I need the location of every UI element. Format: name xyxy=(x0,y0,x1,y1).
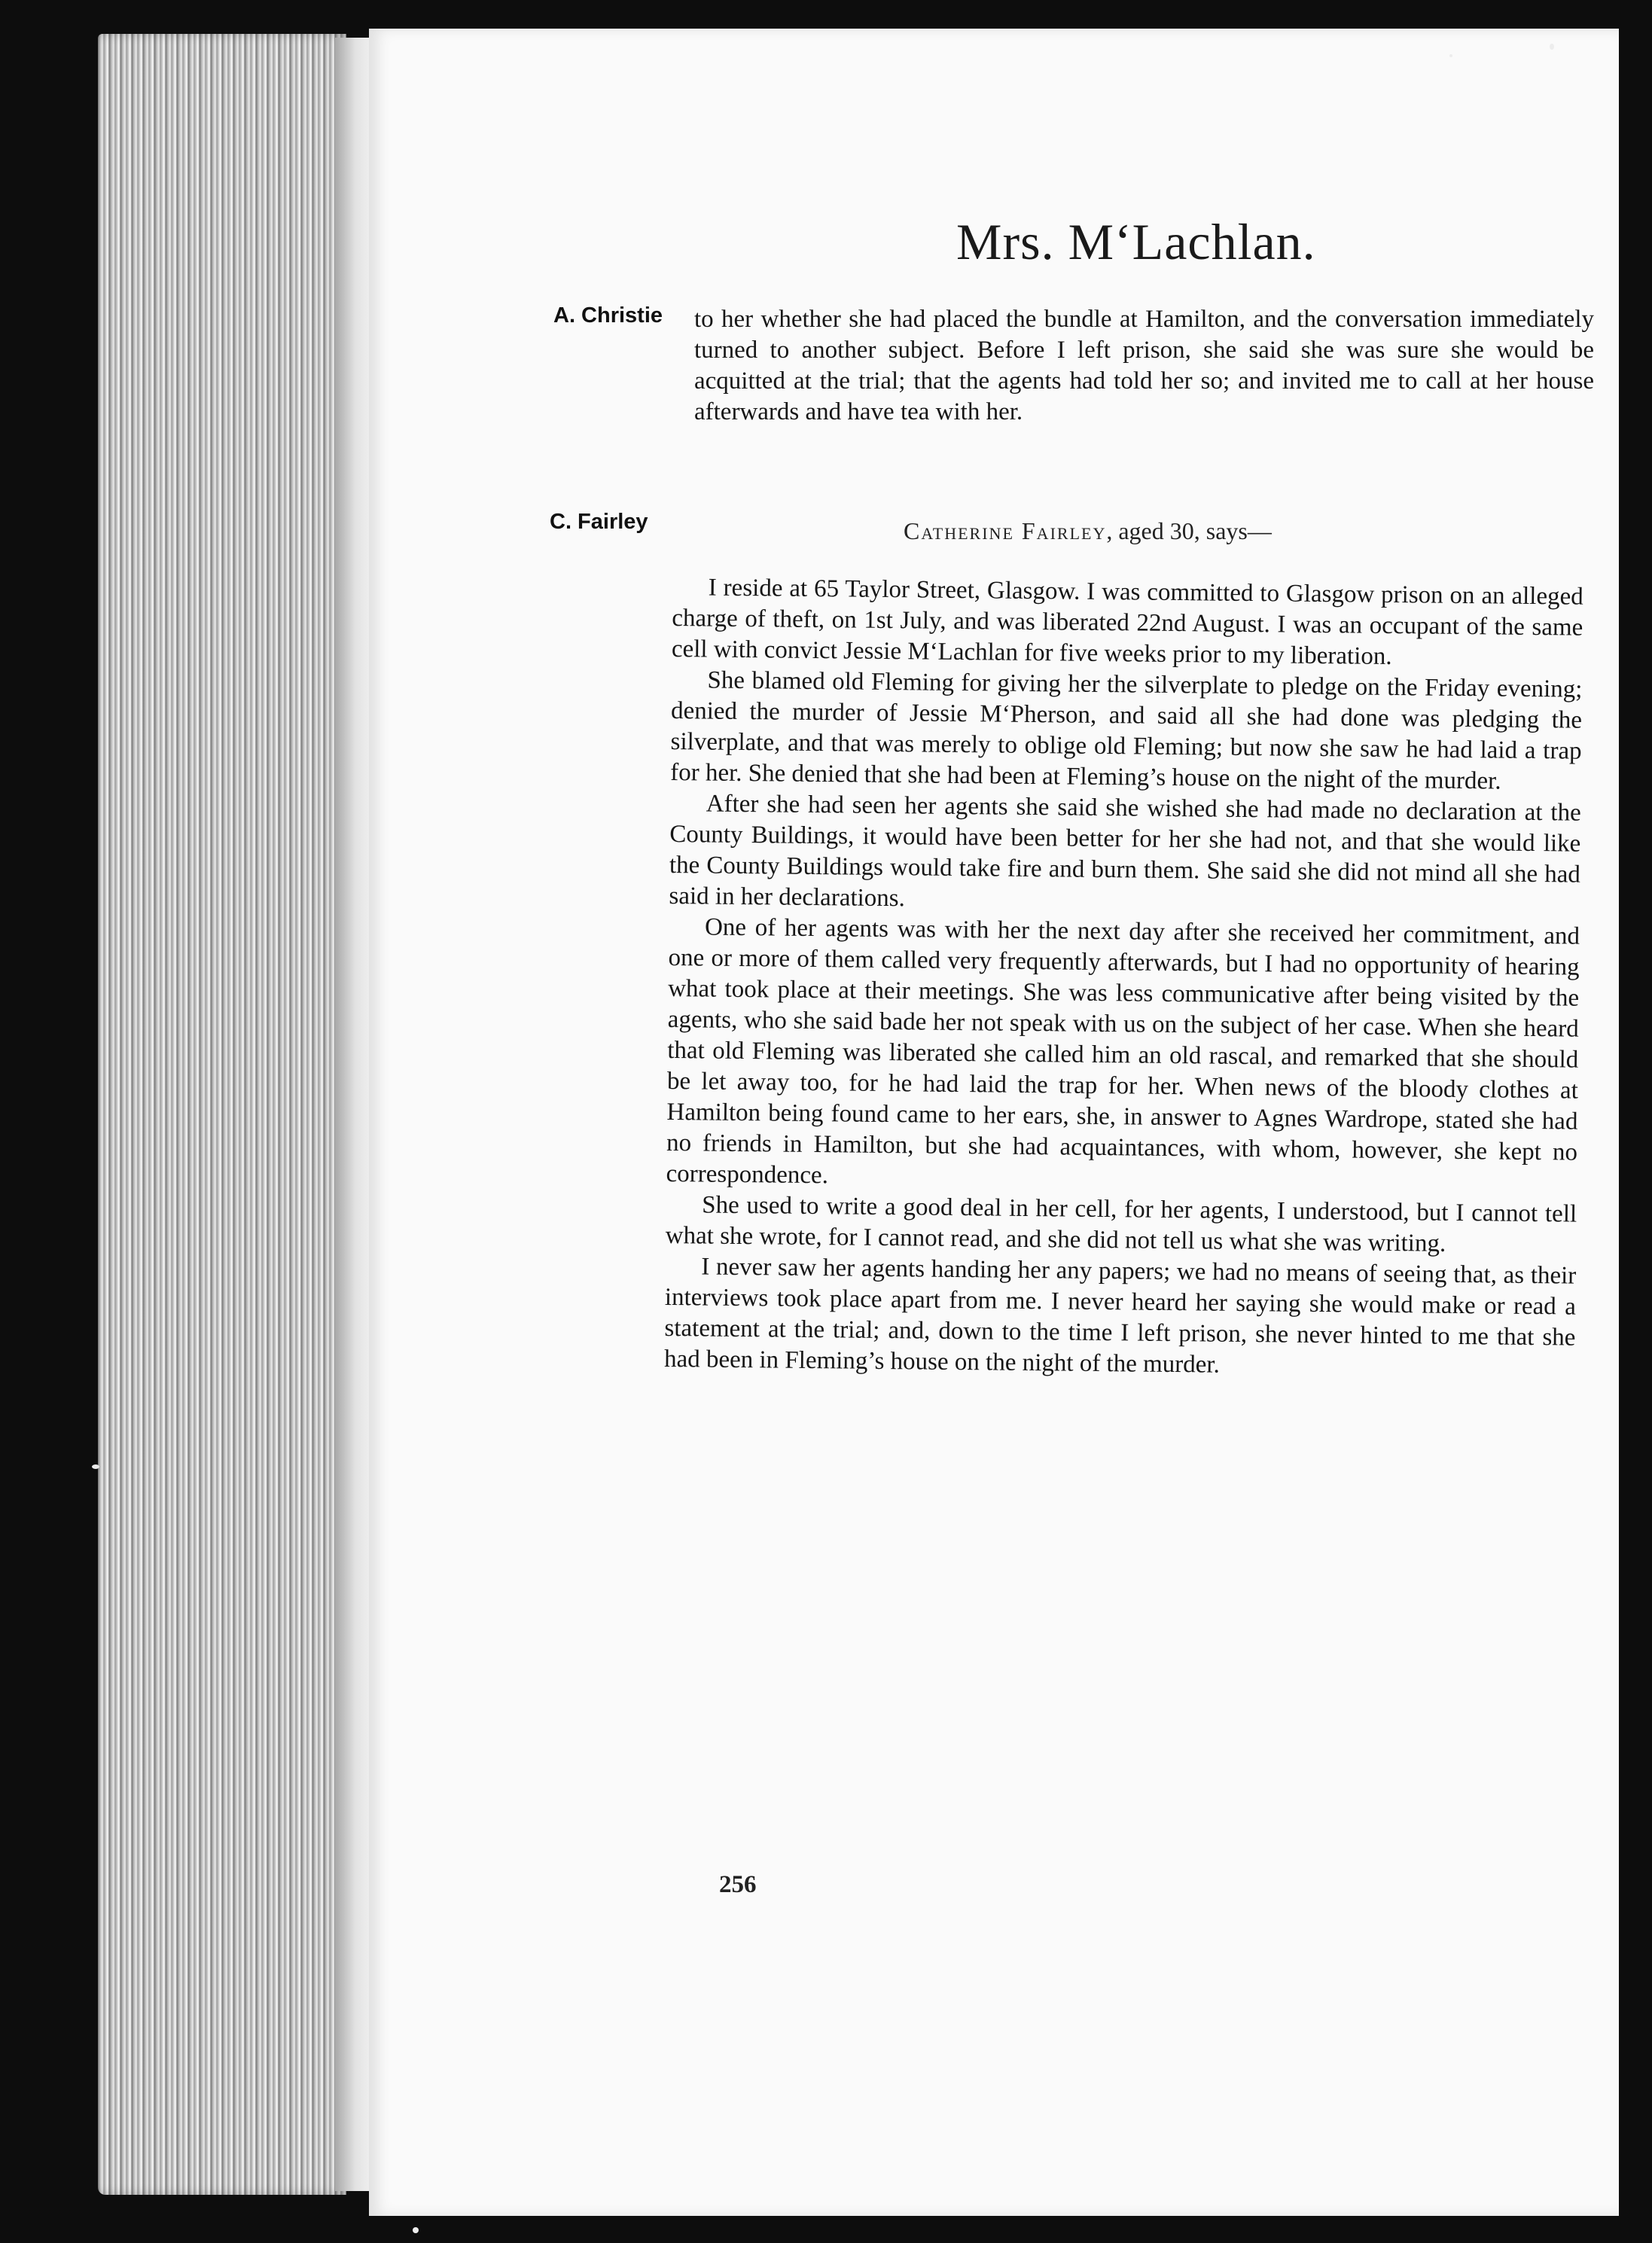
testimony-paragraph: I never saw her agents handing her any papers; we had no means of seeing that, as their interviews took place apart from me. I never heard her saying she would make or read a statement at the trial; and, down to the time I left prison, she never hinted to me that she had been in Fleming’s house on the night of the murder. xyxy=(663,1253,1577,1379)
testimony-paragraph: After she had seen her agents she said she wished she had made no declaration at the County Buildings, it would have been better for her she had not, and that she would like the County Buildings would take fire and burn them. She said she did not mind all she had said in her declarations. xyxy=(669,790,1581,913)
witness-age-says: , aged 30, says— xyxy=(1106,517,1272,544)
christie-testimony-continuation xyxy=(694,304,1594,428)
testimony-paragraph: She blamed old Fleming for giving her the silverplate to pledge on the Friday evening; denied the murder of Jessie M‘Pherson, and said all she had done was pledging the silverplate, and that was merely to oblige old Fleming; but now she saw he had laid a trap for her. She denied that she had been at Fleming’s house on the night of the murder. xyxy=(670,666,1583,795)
witness-name: Catherine Fairley xyxy=(904,517,1107,544)
running-head: Mrs. M‘Lachlan. xyxy=(956,213,1316,270)
film-speck xyxy=(92,1464,99,1469)
film-speck xyxy=(1550,44,1554,50)
testimony-paragraph: I reside at 65 Taylor Street, Glasgow. I was committed to Glasgow prison on an alleged charge of theft, on 1st July, and was liberated 22nd August. I was an occupant of the same cell with convict Jessie M‘Lachlan for five weeks prior to my liberation. xyxy=(671,574,1583,671)
fairley-testimony xyxy=(664,572,1583,1385)
testimony-paragraph: One of her agents was with her the next day after she received her commitment, and one or more of them called very frequently afterwards, but I had no opportunity of hearing what took place at their meetings. She was less communicative after being visited by the agents, who she said bade her not speak with us on the subject of her case. When she heard that old Fleming was liberated she called him an old rascal, and remarked that she should be let away too, for he had laid the trap for her. When news of the bloody clothes at Hamilton being found came to her ears, she, in answer to Agnes Wardrope, stated she had no friends in Hamilton, but she had acquaintances, with whom, however, she kept no correspondence. xyxy=(666,913,1580,1190)
christie-paragraph: to her whether she had placed the bundle at Hamilton, and the conversation immediately turned to another subject. Before I left prison, she said she was sure she would be acquitted at the trial; that the agents had told her so; and invited me to call at her house afterwards and have tea with her. xyxy=(694,306,1594,425)
page-number: 256 xyxy=(719,1871,757,1898)
margin-note-christie: A. Christie xyxy=(553,303,663,328)
film-speck xyxy=(1449,54,1452,57)
witness-heading xyxy=(904,517,1272,545)
film-speck xyxy=(413,2227,419,2233)
margin-note-fairley: C. Fairley xyxy=(550,510,648,534)
testimony-paragraph: She used to write a good deal in her cell, for her agents, I understood, but I cannot tell what she wrote, for I cannot read, and she did not tell us what she was writing. xyxy=(665,1191,1577,1257)
book-page-edge xyxy=(98,34,346,2195)
